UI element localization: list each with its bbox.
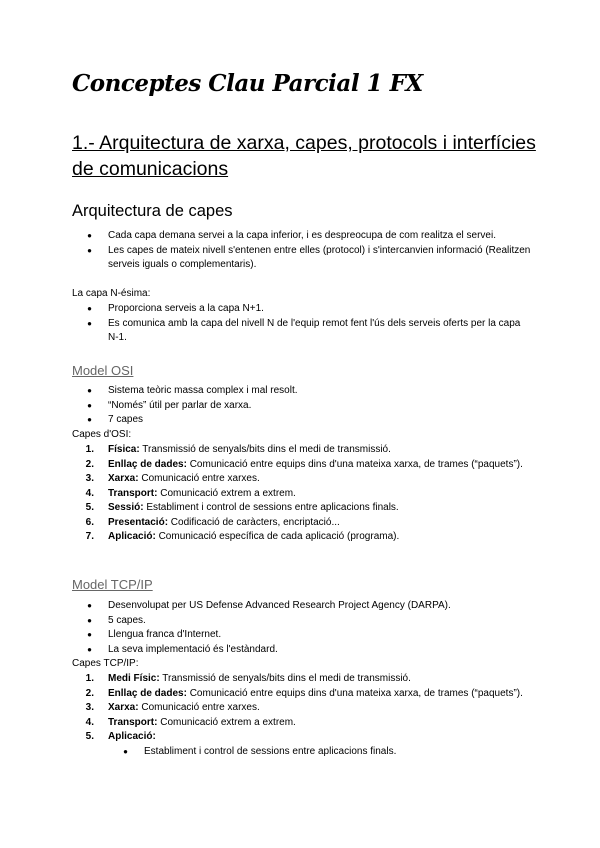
subsection-heading: Arquitectura de capes <box>72 202 233 220</box>
osi-bullet-list <box>72 384 532 428</box>
list-item: 3. Xarxa: Comunicació entre xarxes. <box>85 473 260 484</box>
bullet-icon: ● <box>87 415 92 424</box>
bullet-icon: ● <box>87 386 92 395</box>
list-item: 3. Xarxa: Comunicació entre xarxes. <box>85 702 260 713</box>
list-item: ● Establiment i control de sessions entre aplicacions finals. <box>108 745 532 760</box>
list-item: ● Llengua franca d'Internet. <box>72 628 532 643</box>
list-item: ● 7 capes <box>72 413 532 428</box>
bullet-icon: ● <box>87 601 92 610</box>
capa-bullet-list <box>72 302 532 346</box>
osi-layers-label: Capes d'OSI: <box>72 429 132 440</box>
list-item: 4. Transport: Comunicació extrem a extrem. <box>85 487 296 499</box>
bullet-icon: ● <box>87 644 92 654</box>
tcpip-bullet-list <box>72 599 532 657</box>
list-item: 1. Física: Transmissió de senyals/bits dins el medi de transmissió. <box>85 444 391 455</box>
list-item: 6. Presentació: Codificació de caràcters, encriptació... <box>85 516 340 528</box>
list-item: ● Les capes de mateix nivell s'entenen entre elles (protocol) i s'intercanvien informació (Realitzen serveis iguals o complementaris). <box>72 244 532 273</box>
bullet-icon: ● <box>87 615 92 625</box>
list-item: 2. Enllaç de dades: Comunicació entre equips dins d'una mateixa xarxa, de trames (“paquets”). <box>85 687 523 699</box>
bullet-icon: ● <box>123 746 128 756</box>
bullet-icon: ● <box>87 318 92 328</box>
tcpip-heading: Model TCP/IP <box>72 577 153 592</box>
capa-label: La capa N-ésima: <box>72 288 151 299</box>
list-item: 5. Aplicació: ● Establiment i control de sessions entre aplicacions finals. <box>72 730 532 759</box>
list-item: 7. Aplicació: Comunicació específica de cada aplicació (programa). <box>85 531 400 542</box>
osi-heading: Model OSI <box>72 363 134 378</box>
bullet-icon: ● <box>87 231 92 240</box>
tcpip-layers-label: Capes TCP/IP: <box>72 658 139 669</box>
osi-layer-list <box>72 443 532 545</box>
bullet-icon: ● <box>87 400 92 410</box>
bullet-icon: ● <box>87 245 92 255</box>
list-item: ● Es comunica amb la capa del nivell N de l'equip remot fent l'ús dels serveis oferts per la capa N-1. <box>72 317 532 346</box>
tcpip-layer-list <box>72 672 532 759</box>
document-title: Conceptes Clau Parcial 1 FX <box>72 70 423 97</box>
list-item: ● Desenvolupat per US Defense Advanced Research Project Agency (DARPA). <box>72 599 532 614</box>
layers-bullet-list <box>72 229 532 273</box>
list-item: 4. Transport: Comunicació extrem a extrem. <box>85 716 296 728</box>
list-item: ● “Només” útil per parlar de xarxa. <box>72 399 532 414</box>
bullet-icon: ● <box>87 304 92 313</box>
section-heading: 1.- Arquitectura de xarxa, capes, protocols i interfícies de comunicacions <box>72 132 536 180</box>
list-item: ● 5 capes. <box>72 614 532 629</box>
aplicacio-sublist <box>108 745 532 760</box>
list-item: 1. Medi Físic: Transmissió de senyals/bits dins el medi de transmissió. <box>85 673 411 684</box>
bullet-icon: ● <box>87 630 92 639</box>
list-item: ● La seva implementació és l'estàndard. <box>72 643 532 658</box>
list-item: 5. Sessió: Establiment i control de sessions entre aplicacions finals. <box>85 502 399 513</box>
list-item: ● Cada capa demana servei a la capa inferior, i es despreocupa de com realitza el servei. <box>72 229 532 244</box>
list-item: 2. Enllaç de dades: Comunicació entre equips dins d'una mateixa xarxa, de trames (“paquets”). <box>85 458 523 470</box>
list-item: ● Proporciona serveis a la capa N+1. <box>72 302 532 317</box>
list-item: ● Sistema teòric massa complex i mal resolt. <box>72 384 532 399</box>
